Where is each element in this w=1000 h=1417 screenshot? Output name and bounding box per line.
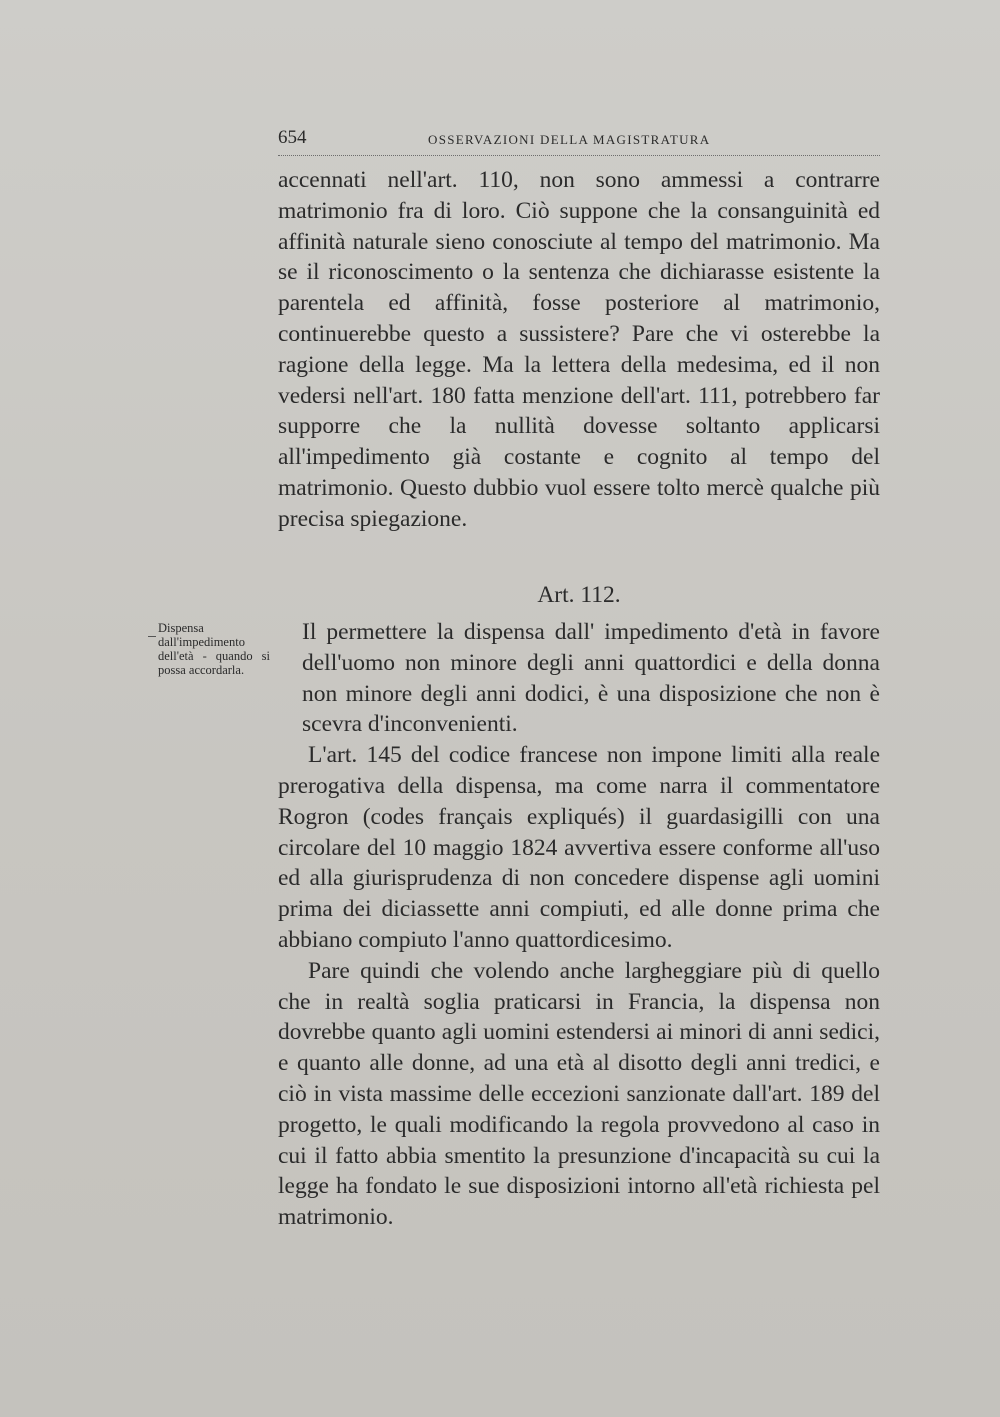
article-paragraph: Il permettere la dispensa dall' impedimento d'età in favore dell'uomo non minore degli anni quattordici e della donna non minore degli anni dodici, è una disposizione che non è scevra d'inconvenienti. <box>302 619 880 738</box>
intro-paragraph: accennati nell'art. 110, non sono ammessi a contrarre matrimonio fra di loro. Ciò suppone che la consanguinità ed affinità naturale sieno conosciute al tempo del matrimonio. Ma se il riconoscimento o la sentenza che dichiarasse esistente la parentela ed affinità, fosse posteriore al matrimonio, continuerebbe questo a sussistere? Pare che vi osterebbe la ragione della legge. Ma la lettera della medesima, ed il non vedersi nell'art. 180 fatta menzione dell'art. 111, potrebbero far supporre che la nullità dovesse soltanto applicarsi all'impedimento già costante e cognito al tempo del matrimonio. Questo dubbio vuol essere tolto mercè qualche più precisa spiegazione. <box>278 167 880 532</box>
margin-note: Dispensa dall'impedimento dell'età - quando si possa accordarla. <box>158 621 270 677</box>
article-text-block <box>278 617 880 1233</box>
article-paragraph: L'art. 145 del codice francese non impone limiti alla reale prerogativa della dispensa, ma come narra il commentatore Rogron (codes français expliqués) il guardasigilli con una circolare del 10 maggio 1824 avvertiva essere conforme all'uso ed alla giurisprudenza di non concedere dispense agli uomini prima dei diciassette anni compiuti, ed alle donne prima che abbiano compiuto l'anno quattordicesimo. <box>278 742 880 953</box>
page-number: 654 <box>278 127 307 148</box>
intro-text-block <box>278 165 880 535</box>
running-title: OSSERVAZIONI DELLA MAGISTRATURA <box>428 132 711 147</box>
article-heading: Art. 112. <box>537 582 621 608</box>
margin-mark <box>148 636 156 637</box>
running-header <box>278 127 880 156</box>
article-paragraph: Pare quindi che volendo anche largheggiare più di quello che in realtà soglia praticarsi in Francia, la dispensa non dovrebbe quanto agli uomini estendersi ai minori di anni sedici, e quanto alle donne, ad una età al disotto degli anni tredici, e ciò in vista massime delle eccezioni sanzionate dall'art. 189 del progetto, le quali modificando la regola provvedono al caso in cui il fatto abbia smentito la presunzione d'incapacità su cui la legge ha fondato le sue disposizioni intorno all'età richiesta pel matrimonio. <box>278 957 880 1231</box>
